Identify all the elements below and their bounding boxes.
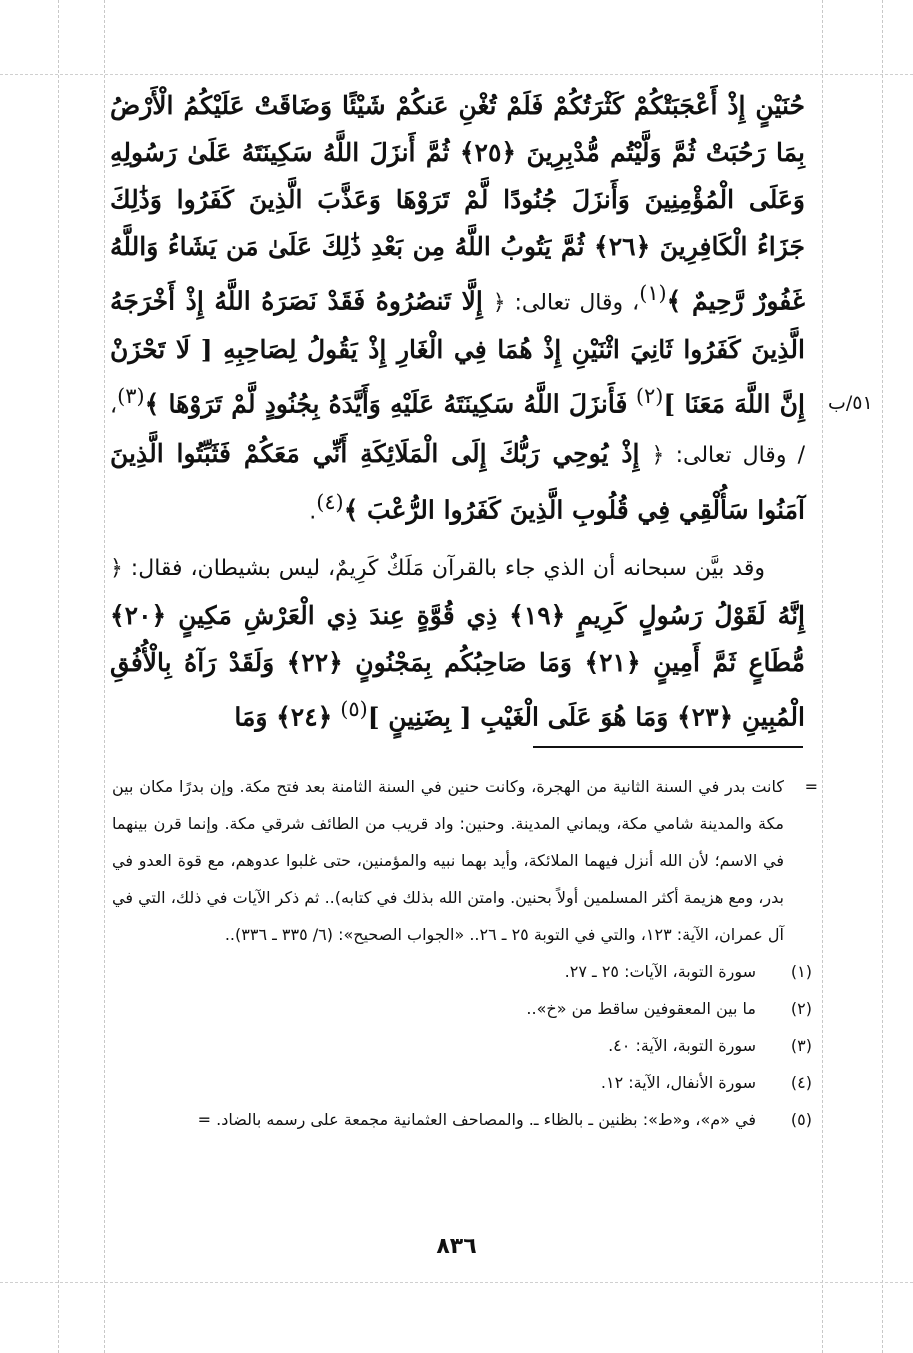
scan-guide-line (882, 0, 883, 1353)
footnote-ref: (٢) (635, 384, 664, 409)
quran-verse: إِذْ يُوحِي رَبُّكَ إِلَى الْمَلَائِكَةِ أَنِّي مَعَكُمْ فَثَبِّتُوا الَّذِينَ آمَنُوا سَأُلْقِي فِي قُلُوبِ الَّذِينَ كَفَرُوا الرُّعْبَ ﴾ (110, 438, 805, 524)
footnote-ref: (٤) (316, 489, 344, 514)
footnote-number: (٥) (790, 1110, 812, 1129)
footnote-number: (١) (790, 962, 812, 981)
footnote-item (112, 990, 812, 1027)
footnotes (112, 768, 818, 1138)
quran-verse: إِنَّهُ لَقَوْلُ رَسُولٍ كَرِيمٍ ﴿١٩﴾ ذِي قُوَّةٍ عِندَ ذِي الْعَرْشِ مَكِينٍ ﴿٢٠﴾ مُّطَاعٍ ثَمَّ أَمِينٍ ﴿٢١﴾ وَمَا صَاحِبُكُم بِمَجْنُونٍ ﴿٢٢﴾ وَلَقَدْ رَآهُ بِالْأُفُقِ الْمُبِينِ ﴿٢٣﴾ وَمَا هُوَ عَلَى الْغَيْبِ [ بِضَنِينٍ ] (110, 600, 805, 732)
footnote-ref: (٥) (340, 696, 368, 721)
scan-guide-line (104, 0, 105, 1353)
scan-guide-line (58, 0, 59, 1353)
text-run: وقد بيَّن سبحانه أن الذي جاء بالقرآن مَلَكٌ كَرِيمٌ، ليس بشيطان، فقال: ﴿ (110, 555, 765, 581)
page-body (110, 82, 805, 740)
scan-guide-line (0, 1282, 913, 1283)
quran-verse: فَأَنزَلَ اللَّهُ سَكِينَتَهُ عَلَيْهِ وَأَيَّدَهُ بِجُنُودٍ لَّمْ تَرَوْهَا ﴾ (144, 389, 628, 419)
continuation-marker: = (804, 777, 818, 796)
scan-guide-line (822, 0, 823, 1353)
footnote-text: سورة الأنفال، الآية: ١٢. (600, 1073, 756, 1092)
text-run: ، وقال تعالى: ﴿ (492, 290, 640, 316)
paragraph-2 (110, 543, 805, 740)
footnote-continuation-text: كانت بدر في السنة الثانية من الهجرة، وكانت حنين في السنة الثامنة بعد فتح مكة. وإن بدرًا مكان بين مكة والمدينة شامي مكة، ويماني المدينة. وحنين: واد قريب من الطائف شرقي مكة. وإنما قرن بينهما في الاسم؛ لأن الله أنزل فيهما الملائكة، وأيد بهما نبيه والمؤمنين، حتى غلبوا عدوهم، مع قوة العدو في بدر، ومع هزيمة أكثر المسلمين أولاً بحنين. وامتن الله بذلك في كتابه).. ثم ذكر الآيات في ذلك، التي في آل عمران، الآية: ١٢٣، والتي في التوبة ٢٥ ـ ٢٦.. «الجواب الصحيح»: (٦/ ٣٣٥ ـ ٣٣٦).. (112, 777, 784, 944)
scan-guide-line (0, 74, 913, 75)
paragraph-1 (110, 82, 805, 535)
footnote-continuation (112, 768, 818, 953)
quran-verse: ﴿٢٤﴾ وَمَا (234, 702, 333, 732)
footnote-text: في «م»، و«ط»: بظنين ـ بالظاء ـ. والمصاحف العثمانية مجمعة على رسمه بالضاد. = (197, 1110, 756, 1129)
page-number: ٨٣٦ (436, 1234, 477, 1259)
footnote-number: (٣) (790, 1036, 812, 1055)
footnote-item (112, 1027, 812, 1064)
quran-verse: حُنَيْنٍ إِذْ أَعْجَبَتْكُمْ كَثْرَتُكُمْ فَلَمْ تُغْنِ عَنكُمْ شَيْئًا وَضَاقَتْ عَلَيْكُمُ الْأَرْضُ بِمَا رَحُبَتْ ثُمَّ وَلَّيْتُم مُّدْبِرِينَ ﴿٢٥﴾ ثُمَّ أَنزَلَ اللَّهُ سَكِينَتَهُ عَلَىٰ رَسُولِهِ وَعَلَى الْمُؤْمِنِينَ وَأَنزَلَ جُنُودًا لَّمْ تَرَوْهَا وَعَذَّبَ الَّذِينَ كَفَرُوا وَذَٰلِكَ جَزَاءُ الْكَافِرِينَ ﴿٢٦﴾ ثُمَّ يَتُوبُ اللَّهُ مِن بَعْدِ ذَٰلِكَ عَلَىٰ مَن يَشَاءُ وَاللَّهُ غَفُورٌ رَّحِيمٌ ﴾ (110, 91, 805, 316)
footnote-separator (533, 746, 803, 748)
footnote-text: سورة التوبة، الآيات: ٢٥ ـ ٢٧. (564, 962, 756, 981)
text-run: . (309, 498, 317, 524)
footnote-ref: (٣) (117, 384, 145, 409)
footnote-item (112, 1101, 812, 1138)
footnote-item (112, 1064, 812, 1101)
footnote-item (112, 953, 812, 990)
footnote-text: سورة التوبة، الآية: ٤٠. (608, 1036, 756, 1055)
footnote-number: (٤) (790, 1073, 812, 1092)
quran-verse: إِلَّا تَنصُرُوهُ فَقَدْ نَصَرَهُ اللَّهُ إِذْ أَخْرَجَهُ الَّذِينَ كَفَرُوا ثَانِيَ اثْنَيْنِ إِذْ هُمَا فِي الْغَارِ إِذْ يَقُولُ لِصَاحِبِهِ [ لَا تَحْزَنْ إِنَّ اللَّهَ مَعَنَا ] (110, 286, 805, 419)
text-run: ، / وقال تعالى: ﴿ (110, 393, 805, 468)
manuscript-folio-note: ٥١/ب (828, 392, 873, 414)
footnote-number: (٢) (790, 999, 812, 1018)
footnote-text: ما بين المعقوفين ساقط من «خ».. (526, 999, 756, 1018)
footnote-ref: (١) (639, 281, 667, 305)
